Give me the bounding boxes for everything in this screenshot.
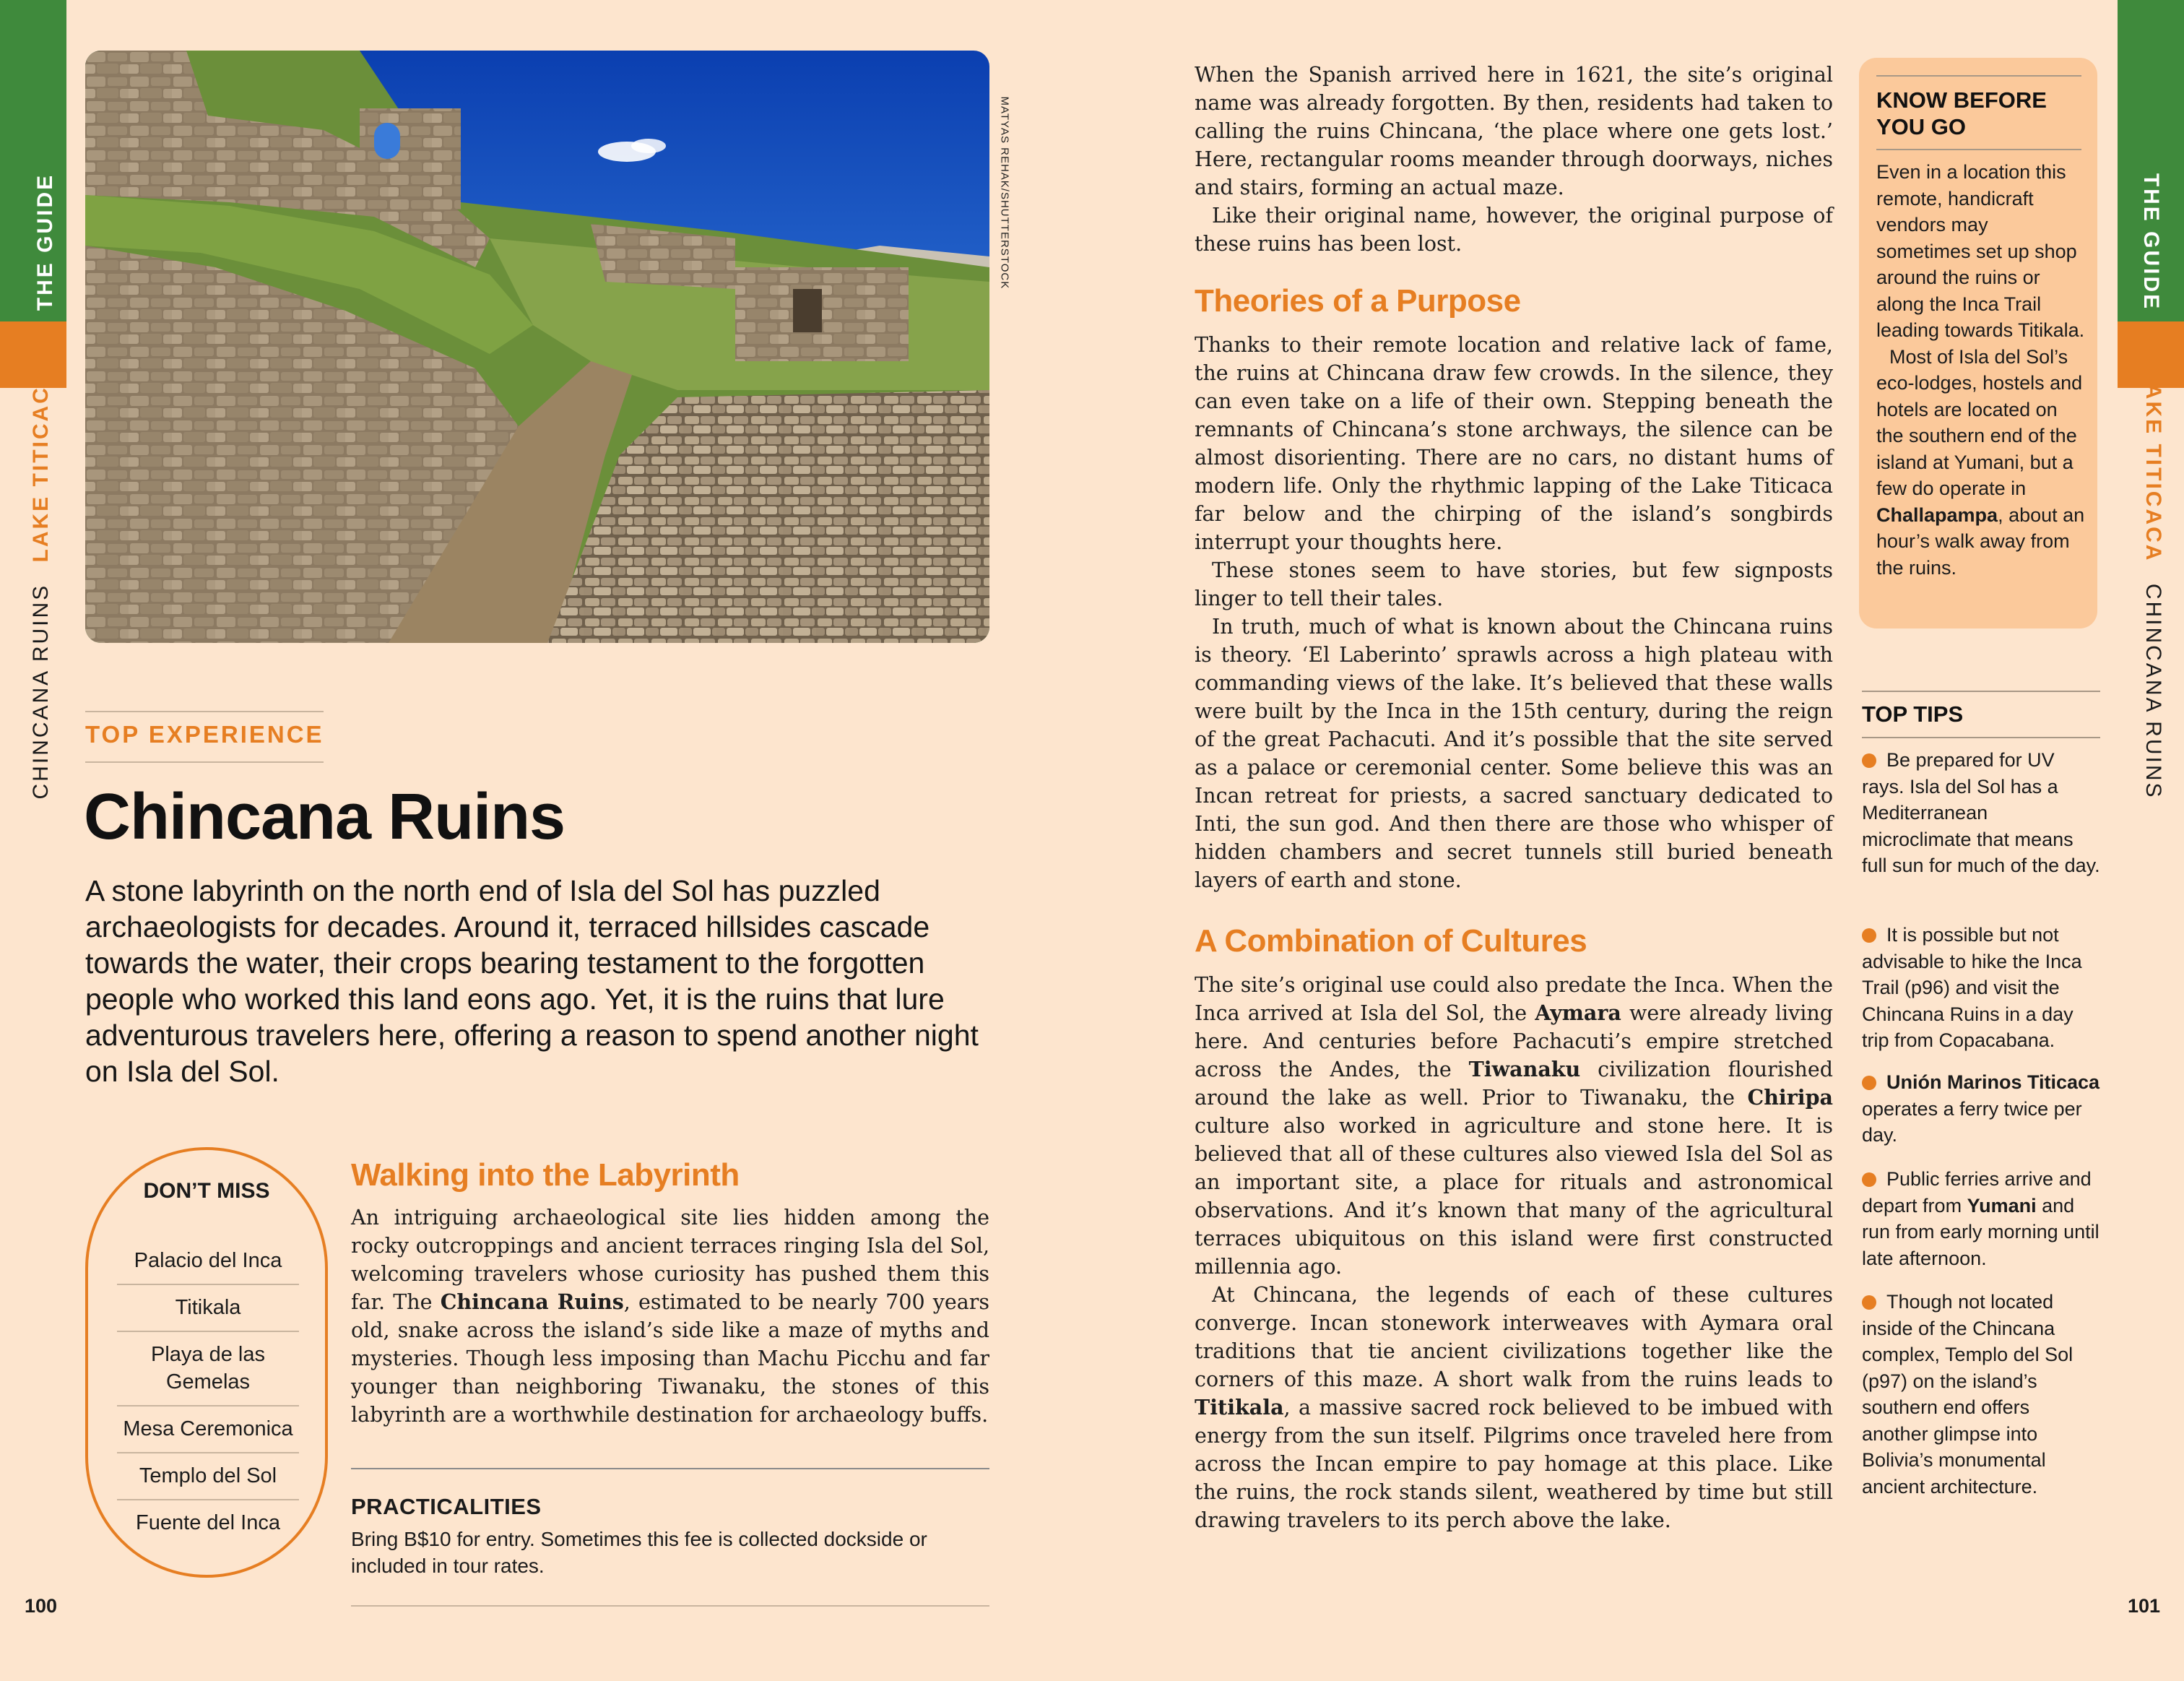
photo-credit: [999, 97, 1011, 335]
walking-bold-1: Chincana Ruins: [440, 1289, 624, 1314]
kicker-label: TOP EXPERIENCE: [85, 721, 324, 748]
main-p7: [1195, 1281, 1833, 1534]
bullet-icon: [1862, 1172, 1876, 1187]
right-region-label: LAKE TITICACA: [2141, 368, 2165, 563]
right-place-label: CHINCANA RUINS: [2141, 583, 2165, 800]
know-before-heading: KNOW BEFORE YOU GO: [1876, 87, 2047, 139]
top-tips-mid-rule: [1862, 737, 2100, 738]
main-p6-bold: Chiripa: [1747, 1085, 1833, 1110]
main-column-top: [1195, 61, 1833, 258]
main-p7-text: At Chincana, the legends of each of these cultures converge. Incan stonework interweaves with Aymara oral traditions that tie ancient civilizations together like the corners of this maze. A short walk from the ruins leads to: [1195, 1283, 1833, 1391]
dont-miss-list: [117, 1238, 299, 1546]
bullet-icon: [1862, 753, 1876, 768]
main-p5: In truth, much of what is known about the Chincana ruins is theory. ‘El Laberinto’ sprawls across a high plateau with commanding views of the lake. It’s believed that these walls were built by the Inca in the 15th century, during the reign of the great Pachacuti. And it’s possible that the site served as a palace or ceremonial center. Some believe this was an Incan retreat for priests, a sacred sanctuary dedicated to Inti, the sun god. And then there are those who whisper of hidden chambers and secret tunnels still buried beneath layers of earth and stone.: [1195, 615, 1833, 892]
tip-text: Public ferries arrive and depart from: [1862, 1168, 2092, 1217]
know-before-top-rule: [1876, 75, 2081, 77]
walking-text-1: An intriguing archaeological site lies hidden among the rocky outcroppings and ancient terraces ringing Isla del Sol, welcoming travelers whose curiosity has pushed them this far. The: [351, 1206, 989, 1314]
main-p6-text: civilization flourished around the lake as well. Prior to Tiwanaku, the: [1195, 1058, 1833, 1110]
dont-miss-title: DON’T MISS: [143, 1179, 270, 1203]
tip-text: Be prepared for UV rays. Isla del Sol has a Mediterranean microclimate that means full sun for much of the day.: [1862, 749, 2100, 876]
tip-item: [1862, 1166, 2100, 1271]
combination-heading: A Combination of Cultures: [1195, 923, 1587, 959]
practicalities-rule: [351, 1468, 989, 1469]
list-item: Playa de las Gemelas: [117, 1332, 299, 1406]
tip-item: [1862, 1289, 2100, 1500]
top-tips-heading: TOP TIPS: [1862, 701, 1964, 727]
tip-text: It is possible but not advisable to hike the Inca Trail (p96) and visit the Chincana Ruins in a day trip from Copacabana.: [1862, 924, 2082, 1051]
tip-bold: Yumani: [1967, 1194, 2037, 1217]
tip-text: and run from early morning until late afternoon.: [1862, 1194, 2100, 1269]
know-before-p2-bold: Challapampa: [1876, 504, 1998, 526]
tip-text: operates a ferry twice per day.: [1862, 1097, 2082, 1146]
tip-item: [1862, 922, 2100, 1054]
left-region-label: LAKE TITICACA: [29, 368, 53, 563]
main-column-theories: [1195, 331, 1833, 894]
ruins-illustration: [85, 51, 989, 643]
top-tips-top-rule: [1862, 691, 2100, 692]
tip-text: Though not located inside of the Chincana complex, Templo del Sol (p97) on the island’s southern end offers another glimpse into Bolivia’s monumental ancient architecture.: [1862, 1291, 2074, 1498]
dont-miss-box: [85, 1147, 328, 1578]
list-item: Palacio del Inca: [117, 1238, 299, 1285]
main-p6: [1195, 971, 1833, 1281]
know-before-p2-text: Most of Isla del Sol’s eco-lodges, hostels and hotels are located on the southern end of the island at Yumani, but a few do operate in: [1876, 345, 2083, 499]
main-p1: When the Spanish arrived here in 1621, the site’s original name was already forgotten. By then, residents had taken to calling the ruins Chincana, ‘the place where one gets lost.’ Here, rectangular rooms meander through doorways, niches and stairs, forming an actual maze.: [1195, 63, 1833, 199]
list-item: Templo del Sol: [117, 1453, 299, 1500]
kicker-top-rule: [85, 711, 324, 712]
walking-text-2: , estimated to be nearly 700 years old, snake across the island’s side like a maze of myths and mysteries. Though less imposing than Machu Picchu and far younger than neighboring Tiwanaku, the stones of this labyrinth are a worthwhile destination for archaeology buffs.: [351, 1290, 989, 1427]
main-column-combination: [1195, 971, 1833, 1534]
list-item: Mesa Ceremonica: [117, 1406, 299, 1453]
page-number-left: 100: [25, 1595, 58, 1617]
main-p6-bold: Aymara: [1535, 1001, 1621, 1025]
walking-heading: Walking into the Labyrinth: [351, 1157, 740, 1193]
left-location-label: [29, 313, 58, 855]
theories-heading: Theories of a Purpose: [1195, 283, 1521, 319]
bottom-rule: [351, 1605, 989, 1607]
walking-paragraph: [351, 1204, 989, 1429]
know-before-text: [1876, 159, 2086, 581]
main-p7-bold: Titikala: [1195, 1395, 1284, 1419]
list-item: Titikala: [117, 1285, 299, 1332]
tip-item: [1862, 1069, 2100, 1149]
tip-item: [1862, 747, 2100, 879]
practicalities-text: Bring B$10 for entry. Sometimes this fee is collected dockside or included in tour rates.: [351, 1528, 927, 1577]
main-p4: These stones seem to have stories, but few signposts linger to tell their tales.: [1195, 558, 1833, 610]
page-number-right: 101: [2128, 1595, 2161, 1617]
page-title: Chincana Ruins: [84, 781, 566, 853]
main-p3: Thanks to their remote location and relative lack of fame, the ruins at Chincana draw few crowds. In the silence, they can even take on a life of their own. Stepping beneath the remnants of Chincana’s stone archways, the silence can be almost disorienting. There are no cars, no distant hums of modern life. Only the rhythmic lapping of the Lake Titicaca far below and the chirping of the island’s songbirds interrupt your thoughts here.: [1195, 333, 1833, 554]
right-location-label: [2136, 313, 2165, 855]
practicalities-heading: PRACTICALITIES: [351, 1494, 542, 1519]
ruins-photo: [85, 51, 989, 643]
know-before-mid-rule: [1876, 149, 2081, 150]
bullet-icon: [1862, 1295, 1876, 1310]
tip-bold: Unión Marinos Titicaca: [1886, 1071, 2100, 1093]
know-before-p2-text: , about an hour’s walk away from the ruins.: [1876, 504, 2085, 579]
right-section-label: THE GUIDE: [2139, 173, 2163, 311]
main-p6-text: The site’s original use could also predate the Inca. When the Inca arrived at Isla del Sol, the: [1195, 973, 1833, 1025]
list-item: Fuente del Inca: [136, 1511, 280, 1534]
main-p6-bold: Tiwanaku: [1468, 1057, 1581, 1081]
main-p6-text: were already living here. And centuries before Pachacuti’s empire stretched across the Andes, the: [1195, 1001, 1833, 1081]
main-p2: Like their original name, however, the original purpose of these ruins has been lost.: [1195, 204, 1833, 256]
left-section-label: THE GUIDE: [33, 173, 57, 311]
intro-paragraph: A stone labyrinth on the north end of Isla del Sol has puzzled archaeologists for decades. Around it, terraced hillsides cascade towards the water, their crops bearing testament to the forgotten people who worked this land eons ago. Yet, it is the ruins that lure adventurous travelers here, offering a reason to spend another night on Isla del Sol.: [85, 874, 979, 1088]
main-p7-text: , a massive sacred rock believed to be imbued with energy from the sun itself. Pilgrims once traveled here from across the Incan empire to pay homage at this place. Like the ruins, the rock stands silent, weathered by time but still drawing travelers to its perch above the lake.: [1195, 1396, 1833, 1532]
kicker-bottom-rule: [85, 761, 324, 763]
main-p6-text: culture also worked in agriculture and stone here. It is believed that all of these cultures also viewed Isla del Sol as an important site, a place for rituals and astronomical observations. And it’s known that many of the agricultural terraces ubiquitous on this island were first constructed millennia ago.: [1195, 1114, 1833, 1279]
left-place-label: CHINCANA RUINS: [29, 583, 53, 800]
know-before-p1: Even in a location this remote, handicraft vendors may sometimes set up shop around the ruins or along the Inca Trail leading towards Titikala.: [1876, 161, 2085, 341]
photo-credit-text: MATYAS REHAK/SHUTTERSTOCK: [998, 96, 1011, 290]
bullet-icon: [1862, 1076, 1876, 1090]
bullet-icon: [1862, 928, 1876, 943]
know-before-p2: [1876, 344, 2086, 582]
